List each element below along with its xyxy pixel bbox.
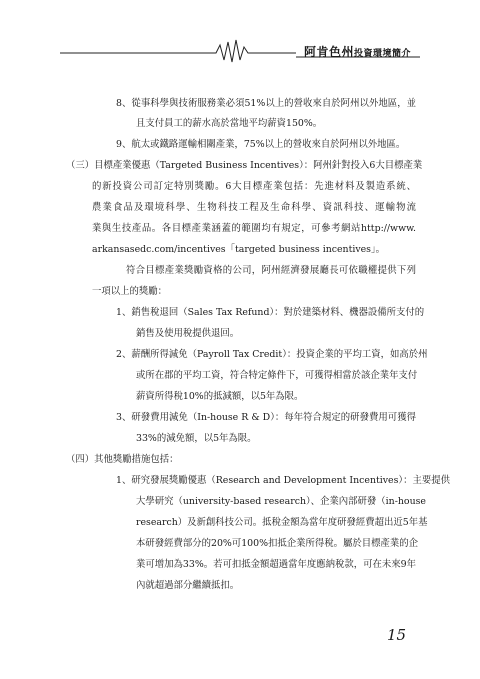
s3-item-1-line-1: 1、銷售稅退回（Sales Tax Refund）：對於建築材料、機器設備所支付的: [116, 307, 425, 318]
header-title-sub: 投資環境簡介: [354, 49, 412, 59]
section-3-line-2: 的新投資公司訂定特別獎勵。6大目標產業包括：先進材料及製造系統、: [92, 181, 416, 192]
s3-item-2-line-3: 薪資所得稅10%的抵減額，以5年為限。: [136, 391, 304, 402]
s4-item-1-line-2: 大學研究（university-based research）、企業內部研發（in-house: [136, 496, 426, 507]
section-4-title: （四）其他獎勵措施包括：: [66, 454, 179, 465]
section-3-line-4: 業與生技產品。各目標產業涵蓋的範圍均有規定，可參考網站http://www.: [92, 223, 416, 234]
s3-item-2-line-1: 2、薪酬所得減免（Payroll Tax Credit）：投資企業的平均工資，如高於州: [116, 349, 428, 360]
s4-item-1-line-5: 業可增加為33%。若可扣抵金額超過當年度應納稅款，可在未來9年: [136, 559, 416, 570]
s3-item-3-line-1: 3、研發費用減免（In-house R & D）：每年符合規定的研發費用可獲得: [116, 412, 416, 423]
item-9: 9、航太或鐵路運輸相關產業，75%以上的營收來自於阿州以外地區。: [116, 139, 406, 150]
item-8-line-1: 8、從事科學與技術服務業必須51%以上的營收來自於阿州以外地區，並: [116, 98, 416, 109]
s4-item-1-line-3: research）及新創科技公司。抵稅金額為當年度研發經費超出近5年基: [136, 517, 428, 528]
page-number: 15: [387, 626, 407, 644]
paragraph-line-2: 一項以上的獎勵：: [92, 286, 168, 297]
s4-item-1-line-4: 本研發經費部分的20%可100%扣抵企業所得稅。屬於目標產業的企: [136, 538, 419, 549]
item-8-line-2: 且支付員工的薪水高於當地平均薪資150%。: [136, 118, 323, 129]
header-title-main: 阿肯色州: [304, 45, 355, 59]
s3-item-2-line-2: 或所在郡的平均工資，符合特定條件下，可獲得相當於該企業年支付: [136, 370, 418, 381]
section-3-line-3: 農業食品及環境科學、生物科技工程及生命科學、資訊科技、運輸物流: [92, 202, 416, 213]
header-title: [304, 43, 411, 60]
section-3-line-5: arkansasedc.com/incentives「targeted business incentives」。: [92, 244, 386, 255]
s3-item-1-line-2: 銷售及使用稅提供退回。: [136, 328, 240, 339]
page-header: [0, 36, 480, 64]
paragraph-line-1: 符合目標產業獎勵資格的公司，阿州經濟發展廳長可依職權提供下列: [126, 265, 416, 276]
s3-item-3-line-2: 33%的減免額，以5年為限。: [136, 433, 257, 444]
section-3-line-1: （三）目標產業優惠（Targeted Business Incentives）：阿州針對投入6大目標產業: [66, 160, 423, 171]
s4-item-1-line-1: 1、研究發展獎勵優惠（Research and Development Incentives）：主要提供: [116, 475, 450, 486]
s4-item-1-line-6: 內就超過部分繼續抵扣。: [136, 580, 240, 591]
